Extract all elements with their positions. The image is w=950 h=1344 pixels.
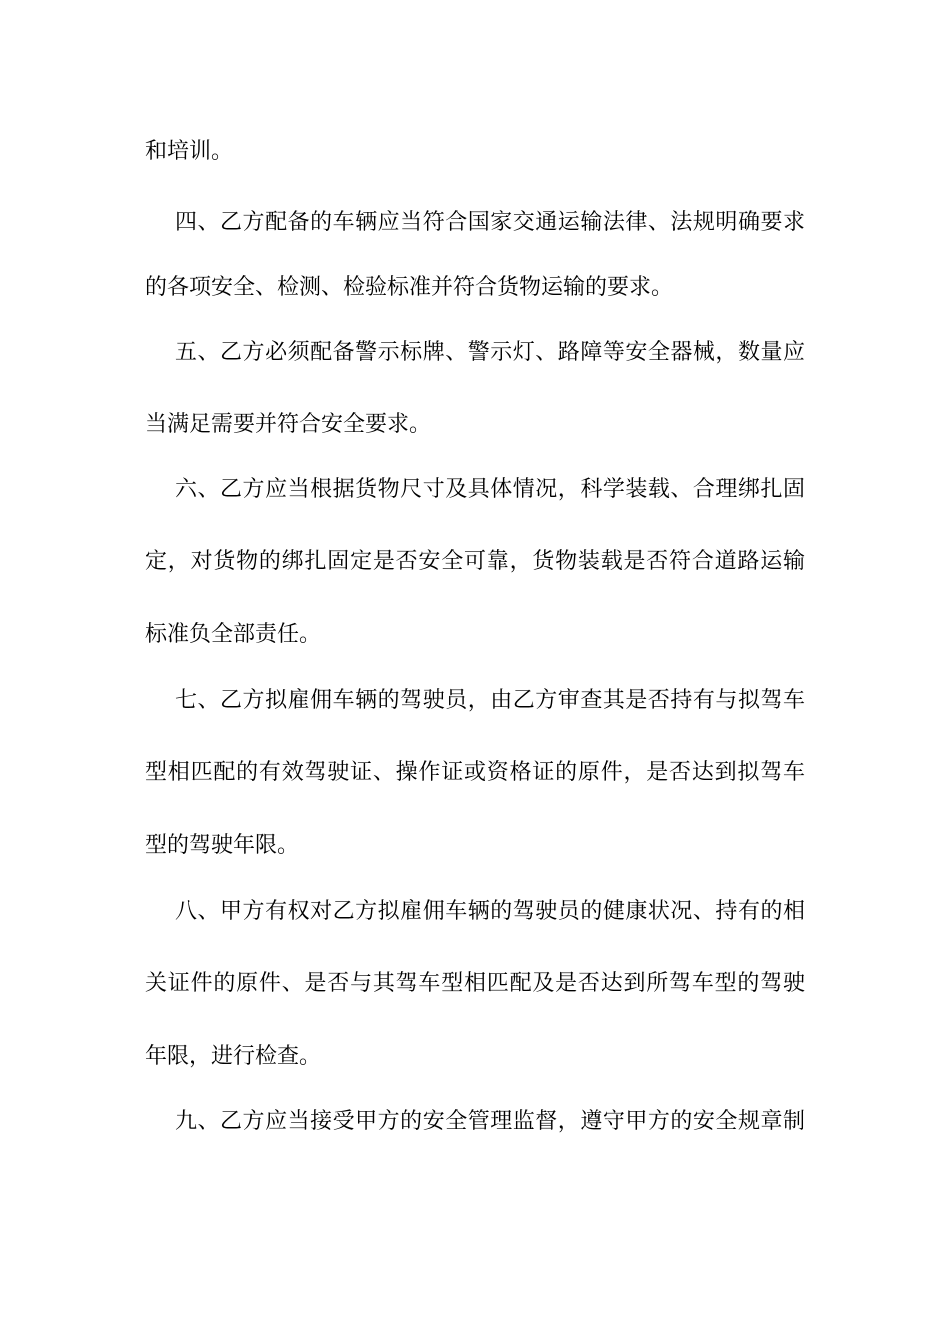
clause-5-line: 五、乙方必须配备警示标牌、警示灯、路障等安全器械，数量应 bbox=[175, 340, 805, 365]
text-line: 的各项安全、检测、检验标准并符合货物运输的要求。 bbox=[145, 275, 674, 300]
clause-6-line: 六、乙方应当根据货物尺寸及具体情况，科学装载、合理绑扎固 bbox=[175, 477, 805, 502]
clause-4-line: 四、乙方配备的车辆应当符合国家交通运输法律、法规明确要求 bbox=[175, 210, 805, 235]
text-line: 当满足需要并符合安全要求。 bbox=[145, 412, 432, 437]
text-line: 和培训。 bbox=[145, 139, 234, 164]
text-line: 定，对货物的绑扎固定是否安全可靠，货物装载是否符合道路运输 bbox=[145, 549, 805, 574]
clause-7-line: 七、乙方拟雇佣车辆的驾驶员，由乙方审查其是否持有与拟驾车 bbox=[175, 688, 805, 713]
text-line: 标准负全部责任。 bbox=[145, 622, 322, 647]
text-line: 型相匹配的有效驾驶证、操作证或资格证的原件，是否达到拟驾车 bbox=[145, 760, 805, 785]
clause-9-line: 九、乙方应当接受甲方的安全管理监督，遵守甲方的安全规章制 bbox=[175, 1109, 805, 1134]
text-line: 年限，进行检查。 bbox=[145, 1044, 322, 1069]
text-line: 型的驾驶年限。 bbox=[145, 833, 300, 858]
text-line: 关证件的原件、是否与其驾车型相匹配及是否达到所驾车型的驾驶 bbox=[145, 971, 805, 996]
clause-8-line: 八、甲方有权对乙方拟雇佣车辆的驾驶员的健康状况、持有的相 bbox=[175, 899, 805, 924]
